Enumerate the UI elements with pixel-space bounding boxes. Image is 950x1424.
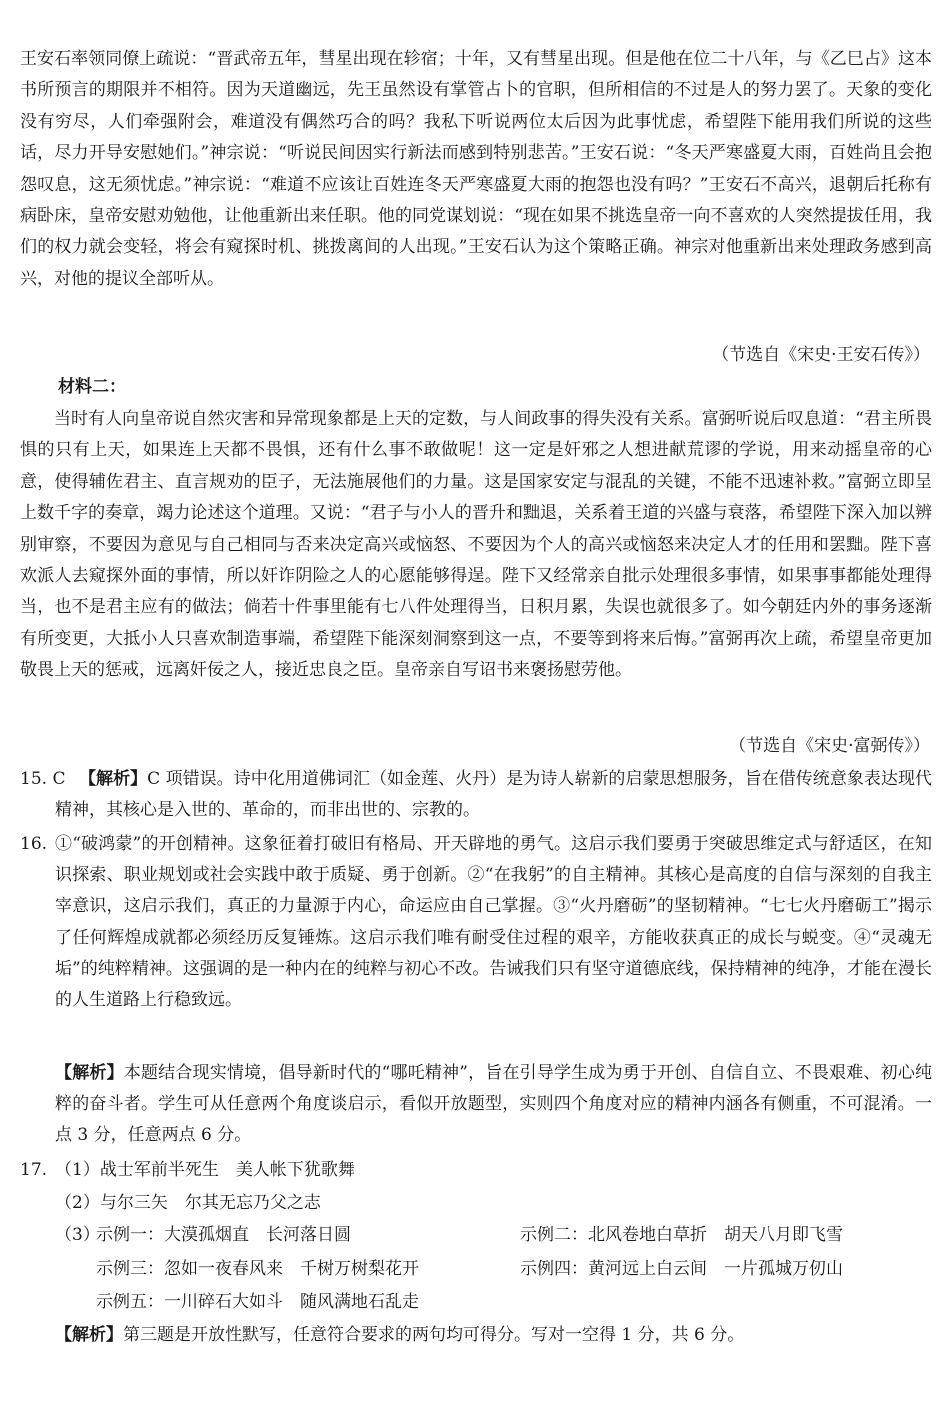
q17-answer-3-label: （3） [55,1225,100,1245]
q16-answer: ①“破鸿蒙”的开创精神。这象征着打破旧有格局、开天辟地的勇气。这启示我们要勇于突破思维定式与舒适区，在知识探索、职业规划或社会实践中敢于质疑、勇于创新。②“在我躬”的自主精神。其核心是高度的自信与深刻的自我主宰意识，这启示我们，真正的力量源于内心，命运应由自己掌握。③“火丹磨砺”的坚韧精神。“七七火丹磨砺工”揭示了任何辉煌成就都必须经历反复锤炼。这启示我们唯有耐受住过程的艰辛，方能收获真正的成长与蜕变。④“灵魂无垢”的纯粹精神。这强调的是一种内在的纯粹与初心不改。告诫我们只有坚守道德底线，保持精神的纯净，才能在漫长的人生道路上行稳致远。 [55,834,932,1011]
q16-analysis [55,1058,932,1152]
material1-source: （节选自《宋史·王安石传》） [712,345,930,365]
material2-heading: 材料二： [58,377,126,397]
q17-number: 17. [20,1160,48,1180]
material2-paragraph: 当时有人向皇帝说自然灾害和异常现象都是上天的定数，与人间政事的得失没有关系。富弼听说后叹息道：“君主所畏惧的只有上天，如果连上天都不畏惧，还有什么事不敢做呢！这一定是奸邪之人想进献荒谬的学说，用来动摇皇帝的心意，使得辅佐君主、直言规劝的臣子，无法施展他们的力量。这是国家安定与混乱的关键，不能不迅速补救。”富弼立即呈上数千字的奏章，竭力论述这个道理。又说：“君子与小人的晋升和黜退，关系着王道的兴盛与衰落，希望陛下深入加以辨别审察，不要因为意见与自己相同与否来决定高兴或恼怒、不要因为个人的高兴或恼怒来决定人才的任用和罢黜。陛下喜欢派人去窥探外面的事情，所以奸诈阴险之人的心愿能够得逞。陛下又经常亲自批示处理很多事情，如果事事都能处理得当，也不是君主应有的做法；倘若十件事里能有七八件处理得当，日积月累，失误也就很多了。如今朝廷内外的事务逐渐有所变更，大抵小人只喜欢制造事端，希望陛下能深刻洞察到这一点，不要等到将来后悔。”富弼再次上疏，希望皇帝更加敬畏上天的惩戒，远离奸佞之人，接近忠良之臣。皇帝亲自写诏书来褒扬慰劳他。 [20,409,932,681]
q17-example-1: 示例一：大漠孤烟直 长河落日圆 [96,1225,351,1245]
material1-paragraph: 王安石率领同僚上疏说：“晋武帝五年，彗星出现在轸宿；十年，又有彗星出现。但是他在位二十八年，与《乙巳占》这本书所预言的期限并不相符。因为天道幽远，先王虽然设有掌管占卜的官职，但所相信的不过是人的努力罢了。天象的变化没有穷尽，人们牵强附会，难道没有偶然巧合的吗？我私下听说两位太后因为此事忧虑，希望陛下能用我们所说的这些话，尽力开导安慰她们。”神宗说：“听说民间因实行新法而感到特别悲苦。”王安石说：“冬天严寒盛夏大雨，百姓尚且会抱怨叹息，这无须忧虑。”神宗说：“难道不应该让百姓连冬天严寒盛夏大雨的抱怨也没有吗？”王安石不高兴，退朝后托称有病卧床，皇帝安慰劝勉他，让他重新出来任职。他的同党谋划说：“现在如果不挑选皇帝一向不喜欢的人突然提拔任用，我们的权力就会变轻，将会有窥探时机、挑拨离间的人出现。”王安石认为这个策略正确。神宗对他重新出来处理政务感到高兴，对他的提议全部听从。 [20,49,932,289]
q16-number: 16. [20,834,48,854]
q17-analysis-tag: 【解析】 [55,1325,123,1345]
q17-example-4: 示例四：黄河远上白云间 一片孤城万仞山 [520,1259,843,1279]
q17-example-3: 示例三：忽如一夜春风来 千树万树梨花开 [96,1259,419,1279]
q15-analysis-text: C 项错误。诗中化用道佛词汇（如金莲、火丹）是为诗人崭新的启蒙思想服务，旨在借传统意象表达现代精神，其核心是入世的、革命的，而非出世的、宗教的。 [55,769,932,821]
q16-analysis-text: 本题结合现实情境，倡导新时代的“哪吒精神”，旨在引导学生成为勇于开创、自信自立、不畏艰难、初心纯粹的奋斗者。学生可从任意两个角度谈启示，看似开放题型，实则四个角度对应的精神内涵各有侧重，不可混淆。一点 3 分，任意两点 6 分。 [55,1063,933,1146]
q15-answer [55,764,932,826]
material2-source: （节选自《宋史·富弼传》） [729,736,930,756]
q17-analysis [55,1320,744,1351]
q17-answer-2: （2）与尔三矢 尔其无忘乃父之志 [55,1193,321,1213]
q15-analysis-tag: 【解析】 [79,769,148,789]
q17-answer-1: （1）战士军前半死生 美人帐下犹歌舞 [55,1160,355,1180]
q17-analysis-text: 第三题是开放性默写，任意符合要求的两句均可得分。写对一空得 1 分，共 6 分。 [123,1325,745,1345]
q15-number: 15. C [20,769,66,789]
q16-analysis-tag: 【解析】 [55,1063,124,1083]
q17-example-5: 示例五：一川碎石大如斗 随风满地石乱走 [96,1292,419,1312]
q17-example-2: 示例二：北风卷地白草折 胡天八月即飞雪 [520,1225,843,1245]
